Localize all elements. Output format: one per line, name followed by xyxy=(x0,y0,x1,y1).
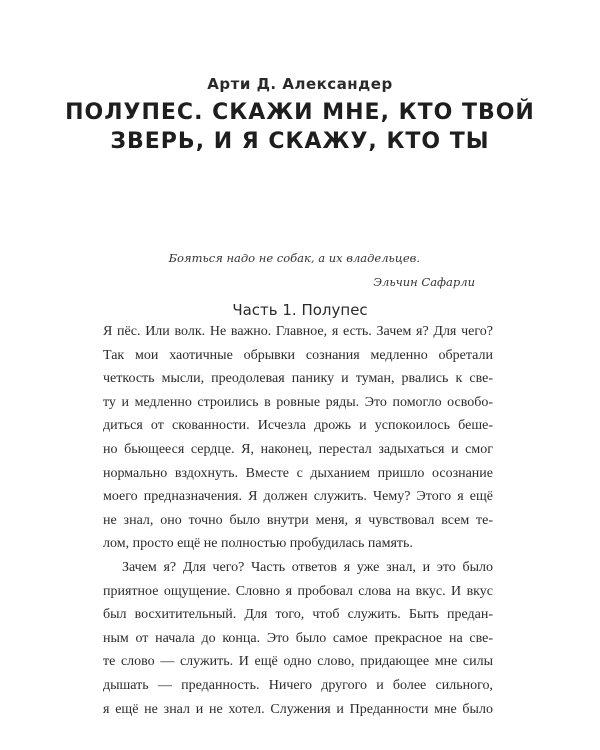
text-line: не знал, оно точно было внутри меня, я чувствовал всем те- xyxy=(103,512,494,528)
text-line: нормально вздохнуть. Вместе с дыханием пришло осознание xyxy=(103,465,494,481)
title-line: ЗВЕРЬ, И Я СКАЖУ, КТО ТЫ xyxy=(110,129,490,154)
book-author: Арти Д. Александер xyxy=(207,75,393,93)
epigraph xyxy=(100,248,475,296)
text-line: лом, просто ещё не полностью пробудилась память. xyxy=(103,536,413,552)
text-line: Я пёс. Или волк. Не важно. Главное, я есть. Зачем я? Для чего? xyxy=(103,324,493,339)
text-line: диться от скованности. Исчезла дрожь и успокоилось беше- xyxy=(103,418,493,434)
epigraph-quote: Бояться надо не собак, а их владельцев. xyxy=(168,251,420,265)
text-line: приятное ощущение. Словно я пробовал слова на вкус. И вкус xyxy=(103,583,494,599)
body-text xyxy=(103,320,493,721)
book-title xyxy=(0,98,600,156)
text-line: те слово — служить. И ещё одно слово, придающее мне силы xyxy=(103,654,494,670)
chapter-heading: Часть 1. Полупес xyxy=(232,301,368,319)
text-line: был восхитительный. Для того, чтоб служить. Быть предан- xyxy=(103,607,493,623)
text-line: ту и медленно строились в ровные ряды. Это помогло освобо- xyxy=(103,394,494,410)
text-line: но бьющееся сердце. Я, наконец, перестал задыхаться и смог xyxy=(103,441,493,457)
text-line: Зачем я? Для чего? Часть ответов я уже знал, и это было xyxy=(122,559,493,575)
text-line: ным от начала до конца. Это было самое прекрасное на све- xyxy=(103,630,493,646)
text-line: я ещё не знал и не хотел. Служения и Преданности мне было xyxy=(103,701,493,717)
title-line: ПОЛУПЕС. СКАЖИ МНЕ, КТО ТВОЙ xyxy=(65,100,535,125)
text-line: четкость мысли, преодолевая панику и туман, рвались к све- xyxy=(103,371,493,387)
text-line: Так мои хаотичные обрывки сознания медленно обретали xyxy=(103,347,493,363)
epigraph-attribution: Эльчин Сафарли xyxy=(373,275,475,289)
text-line: моего предназначения. Я должен служить. Чему? Этого я ещё xyxy=(103,489,493,505)
text-line: дышать — преданность. Ничего другого и более сильного, xyxy=(103,677,493,693)
